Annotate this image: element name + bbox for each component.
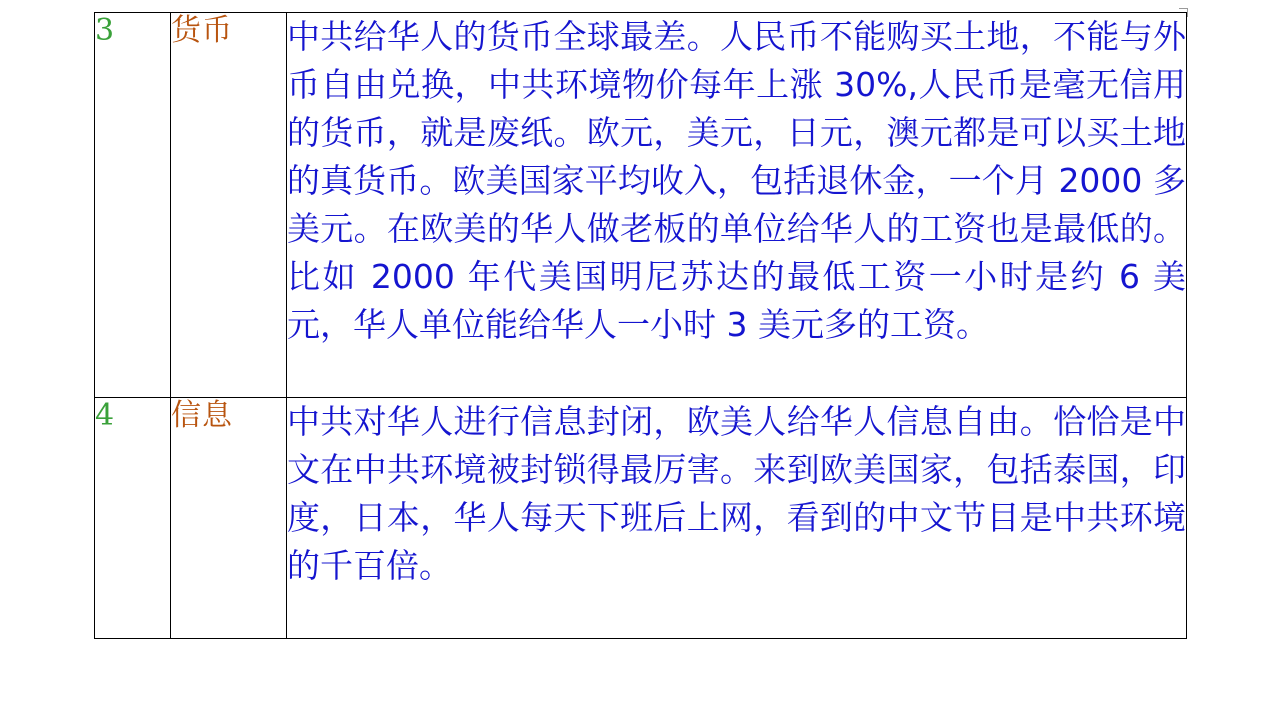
row-number: 3 bbox=[95, 13, 171, 398]
row-topic: 信息 bbox=[171, 398, 287, 639]
table-row bbox=[95, 398, 1187, 639]
row-body-text: 中共给华人的货币全球最差。人民币不能购买土地，不能与外币自由兑换，中共环境物价每年上涨 30%,人民币是毫无信用的货币，就是废纸。欧元，美元，日元，澳元都是可以买土地的真货币。欧美国家平均收入，包括退休金，一个月 2000 多美元。在欧美的华人做老板的单位给华人的工资也是最低的。比如 2000 年代美国明尼苏达的最低工资一小时是约 6 美元，华人单位能给华人一小时 3 美元多的工资。 bbox=[287, 13, 1187, 398]
table-row bbox=[95, 13, 1187, 398]
row-number: 4 bbox=[95, 398, 171, 639]
row-body-text: 中共对华人进行信息封闭，欧美人给华人信息自由。恰恰是中文在中共环境被封锁得最厉害。来到欧美国家，包括泰国，印度，日本，华人每天下班后上网，看到的中文节目是中共环境的千百倍。 bbox=[287, 398, 1187, 639]
row-topic: 货币 bbox=[171, 13, 287, 398]
content-table bbox=[94, 12, 1187, 639]
